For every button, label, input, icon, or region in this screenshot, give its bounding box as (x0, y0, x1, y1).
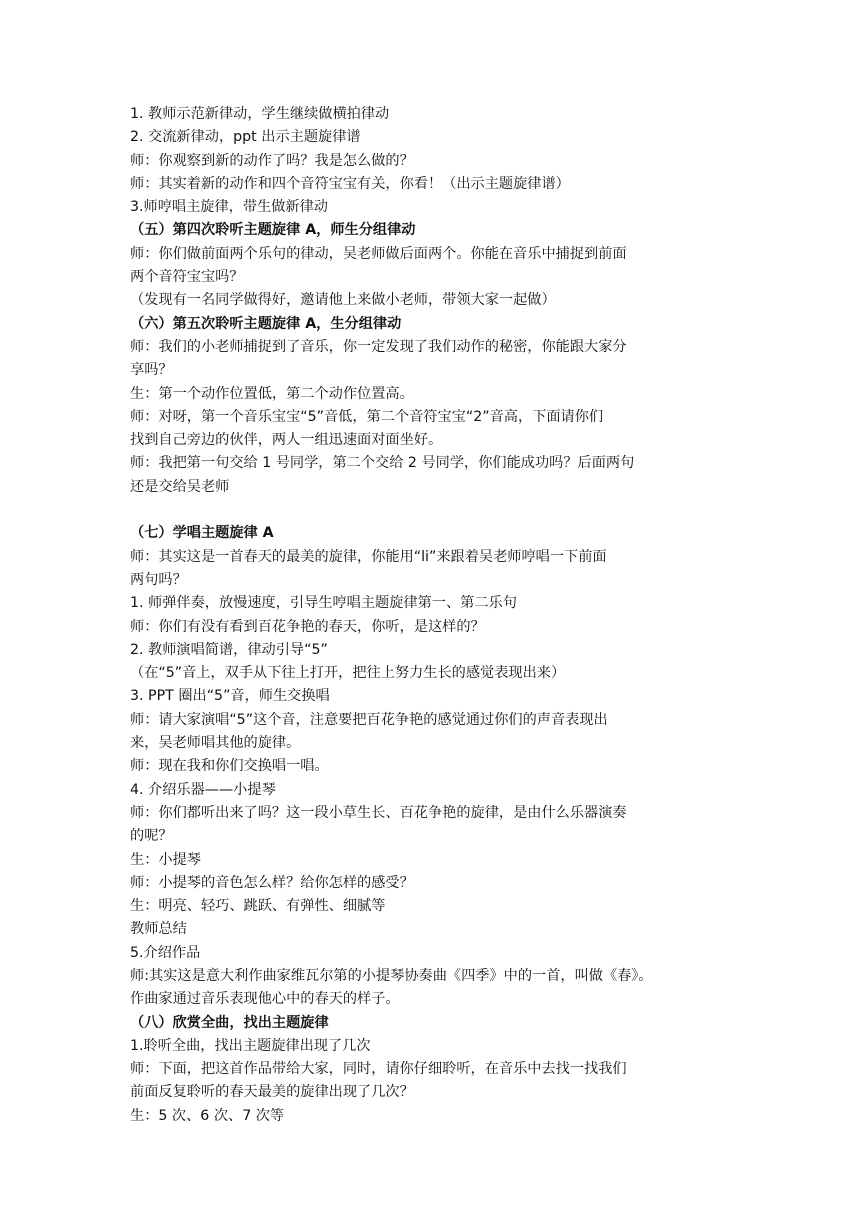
text-line: 3. PPT 圈出“5”音，师生交换唱 (130, 688, 330, 705)
text-line: 师:其实这是意大利作曲家维瓦尔第的小提琴协奏曲《四季》中的一首，叫做《春》。 (130, 967, 653, 984)
text-line: 还是交给吴老师 (130, 478, 230, 495)
text-line: 师：你们做前面两个乐句的律动，吴老师做后面两个。你能在音乐中捕捉到前面 (130, 245, 627, 262)
section-heading: （五）第四次聆听主题旋律 A，师生分组律动 (130, 222, 416, 239)
text-line: 生：小提琴 (130, 851, 201, 868)
document-page (130, 103, 730, 1128)
text-line: 师：请大家演唱“5”这个音，注意要把百花争艳的感觉通过你们的声音表现出 (130, 711, 608, 728)
text-line: 1.聆听全曲，找出主题旋律出现了几次 (130, 1037, 371, 1054)
text-line: 1. 师弹伴奏，放慢速度，引导生哼唱主题旋律第一、第二乐句 (130, 595, 517, 612)
text-line: 的呢？ (130, 828, 173, 845)
section-heading: （六）第五次聆听主题旋律 A，生分组律动 (130, 315, 402, 332)
text-line: 师：你观察到新的动作了吗？我是怎么做的？ (130, 152, 414, 169)
text-line: 生：第一个动作位置低，第二个动作位置高。 (130, 385, 414, 402)
text-line: 师：下面，把这首作品带给大家，同时，请你仔细聆听，在音乐中去找一找我们 (130, 1061, 627, 1078)
text-line: 作曲家通过音乐表现他心中的春天的样子。 (130, 991, 400, 1008)
text-line: 师：你们都听出来了吗？这一段小草生长、百花争艳的旋律，是由什么乐器演奏 (130, 804, 627, 821)
text-line: 师：对呀，第一个音乐宝宝“5”音低，第二个音符宝宝“2”音高，下面请你们 (130, 408, 604, 425)
text-line: 前面反复聆听的春天最美的旋律出现了几次？ (130, 1084, 414, 1101)
text-line: 两句吗？ (130, 571, 187, 588)
text-line: 生：5 次、6 次、7 次等 (130, 1107, 285, 1124)
text-line: 师：其实这是一首春天的最美的旋律，你能用“li”来跟着吴老师哼唱一下前面 (130, 548, 607, 565)
text-line: 1. 教师示范新律动，学生继续做横拍律动 (130, 106, 390, 122)
text-line: 来，吴老师唱其他的旋律。 (130, 735, 301, 752)
text-line: 找到自己旁边的伙伴，两人一组迅速面对面坐好。 (130, 432, 443, 449)
text-line: 师：我们的小老师捕捉到了音乐，你一定发现了我们动作的秘密，你能跟大家分 (130, 338, 627, 355)
section-heading: （七）学唱主题旋律 A (130, 525, 274, 542)
text-line: 3.师哼唱主旋律，带生做新律动 (130, 199, 328, 216)
text-line: 2. 教师演唱简谱，律动引导“5” (130, 641, 328, 658)
text-line: 生：明亮、轻巧、跳跃、有弹性、细腻等 (130, 898, 386, 915)
text-line: 师：小提琴的音色怎么样？给你怎样的感受？ (130, 874, 414, 891)
section-heading: （八）欣赏全曲，找出主题旋律 (130, 1014, 329, 1031)
text-line: （在“5”音上，双手从下往上打开，把往上努力生长的感觉表现出来） (130, 665, 566, 682)
text-line: 师：现在我和你们交换唱一唱。 (130, 758, 329, 775)
blank-line (130, 499, 730, 522)
text-line: 4. 介绍乐器——小提琴 (130, 781, 276, 798)
text-line: 教师总结 (130, 921, 187, 938)
text-line: 师：其实着新的动作和四个音符宝宝有关，你看！（出示主题旋律谱） (130, 175, 570, 192)
text-line: （发现有一名同学做得好，邀请他上来做小老师，带领大家一起做） (130, 292, 556, 309)
text-line: 师：你们有没有看到百花争艳的春天，你听，是这样的？ (130, 618, 485, 635)
text-line: 两个音符宝宝吗？ (130, 269, 244, 286)
text-line: 享吗？ (130, 362, 173, 379)
text-line: 5.介绍作品 (130, 944, 201, 961)
text-line: 师：我把第一句交给 1 号同学，第二个交给 2 号同学，你们能成功吗？后面两句 (130, 455, 635, 472)
text-line: 2. 交流新律动，ppt 出示主题旋律谱 (130, 129, 361, 146)
